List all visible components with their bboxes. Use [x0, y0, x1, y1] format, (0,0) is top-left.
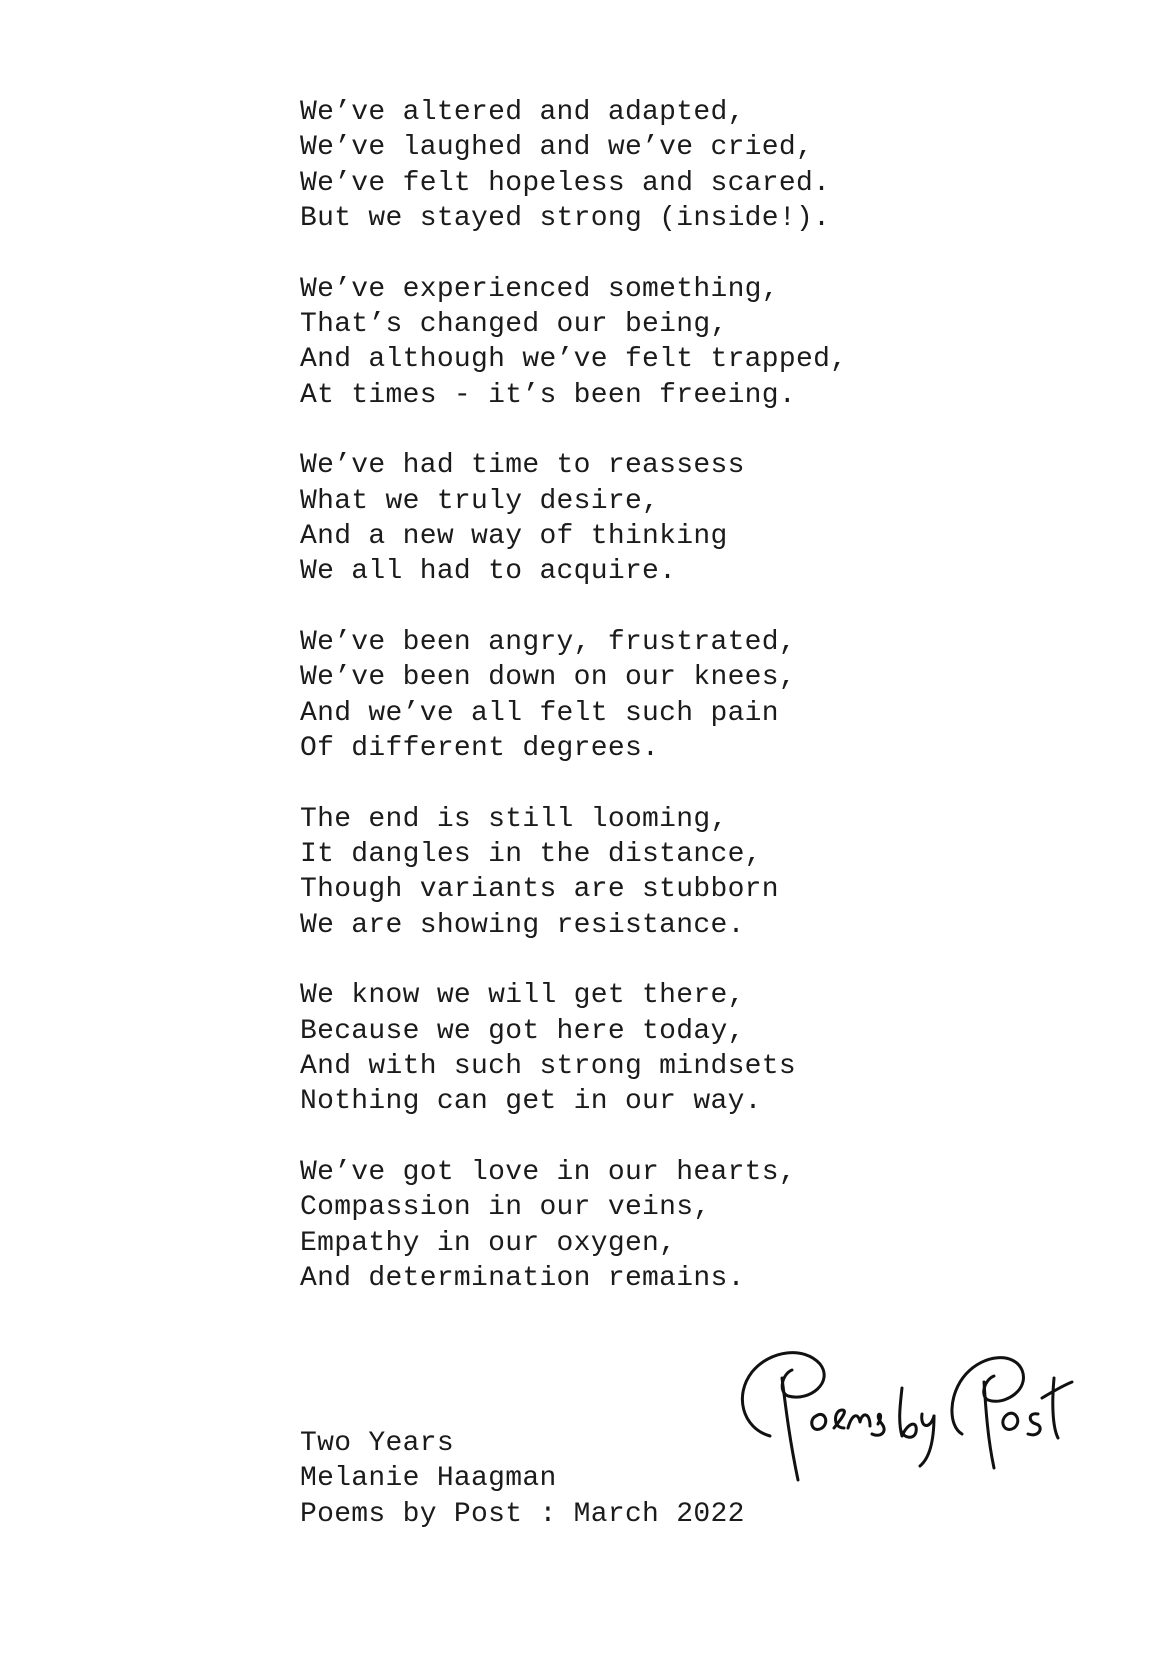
- poem-line: We are showing resistance.: [300, 909, 745, 941]
- stanza-1: [300, 95, 1060, 236]
- poem-line: We’ve felt hopeless and scared.: [300, 167, 831, 199]
- poem-line: The end is still looming,: [300, 803, 728, 835]
- poem-body: [300, 95, 1060, 1332]
- poem-line: And determination remains.: [300, 1263, 745, 1295]
- stanza-6: [300, 978, 1060, 1119]
- poem-line: We know we will get there,: [300, 980, 745, 1012]
- poem-line: We’ve altered and adapted,: [300, 97, 745, 128]
- stanza-2: [300, 272, 1060, 413]
- poem-line: Because we got here today,: [300, 1015, 745, 1047]
- poem-line: We all had to acquire.: [300, 556, 677, 588]
- poem-line: We’ve experienced something,: [300, 273, 779, 305]
- poem-line: And a new way of thinking: [300, 520, 728, 552]
- stanza-3: [300, 448, 1060, 589]
- poem-line: We’ve been angry, frustrated,: [300, 627, 796, 659]
- poem-title: Two Years: [300, 1428, 454, 1459]
- poem-line: At times - it’s been freeing.: [300, 379, 796, 411]
- poem-line: We’ve got love in our hearts,: [300, 1157, 796, 1189]
- poem-line: Of different degrees.: [300, 732, 660, 764]
- poem-line: What we truly desire,: [300, 485, 660, 517]
- poem-line: Though variants are stubborn: [300, 874, 779, 906]
- poem-line: It dangles in the distance,: [300, 839, 762, 871]
- poem-credits: [300, 1426, 745, 1532]
- poem-line: Compassion in our veins,: [300, 1192, 711, 1224]
- poem-line: We’ve been down on our knees,: [300, 662, 796, 694]
- poem-line: Nothing can get in our way.: [300, 1086, 762, 1118]
- poem-line: We’ve had time to reassess: [300, 450, 745, 482]
- poem-line: And we’ve all felt such pain: [300, 697, 779, 729]
- poem-author: Melanie Haagman: [300, 1463, 557, 1495]
- poem-line: That’s changed our being,: [300, 308, 728, 340]
- poem-line: And although we’ve felt trapped,: [300, 344, 848, 376]
- stanza-4: [300, 625, 1060, 766]
- poem-line: We’ve laughed and we’ve cried,: [300, 132, 814, 164]
- poems-by-post-logo: [712, 1330, 1072, 1480]
- stanza-5: [300, 802, 1060, 943]
- poem-line: Empathy in our oxygen,: [300, 1227, 677, 1259]
- poem-line: But we stayed strong (inside!).: [300, 202, 831, 234]
- stanza-7: [300, 1155, 1060, 1296]
- poem-publication: Poems by Post : March 2022: [300, 1498, 745, 1530]
- poem-line: And with such strong mindsets: [300, 1051, 796, 1083]
